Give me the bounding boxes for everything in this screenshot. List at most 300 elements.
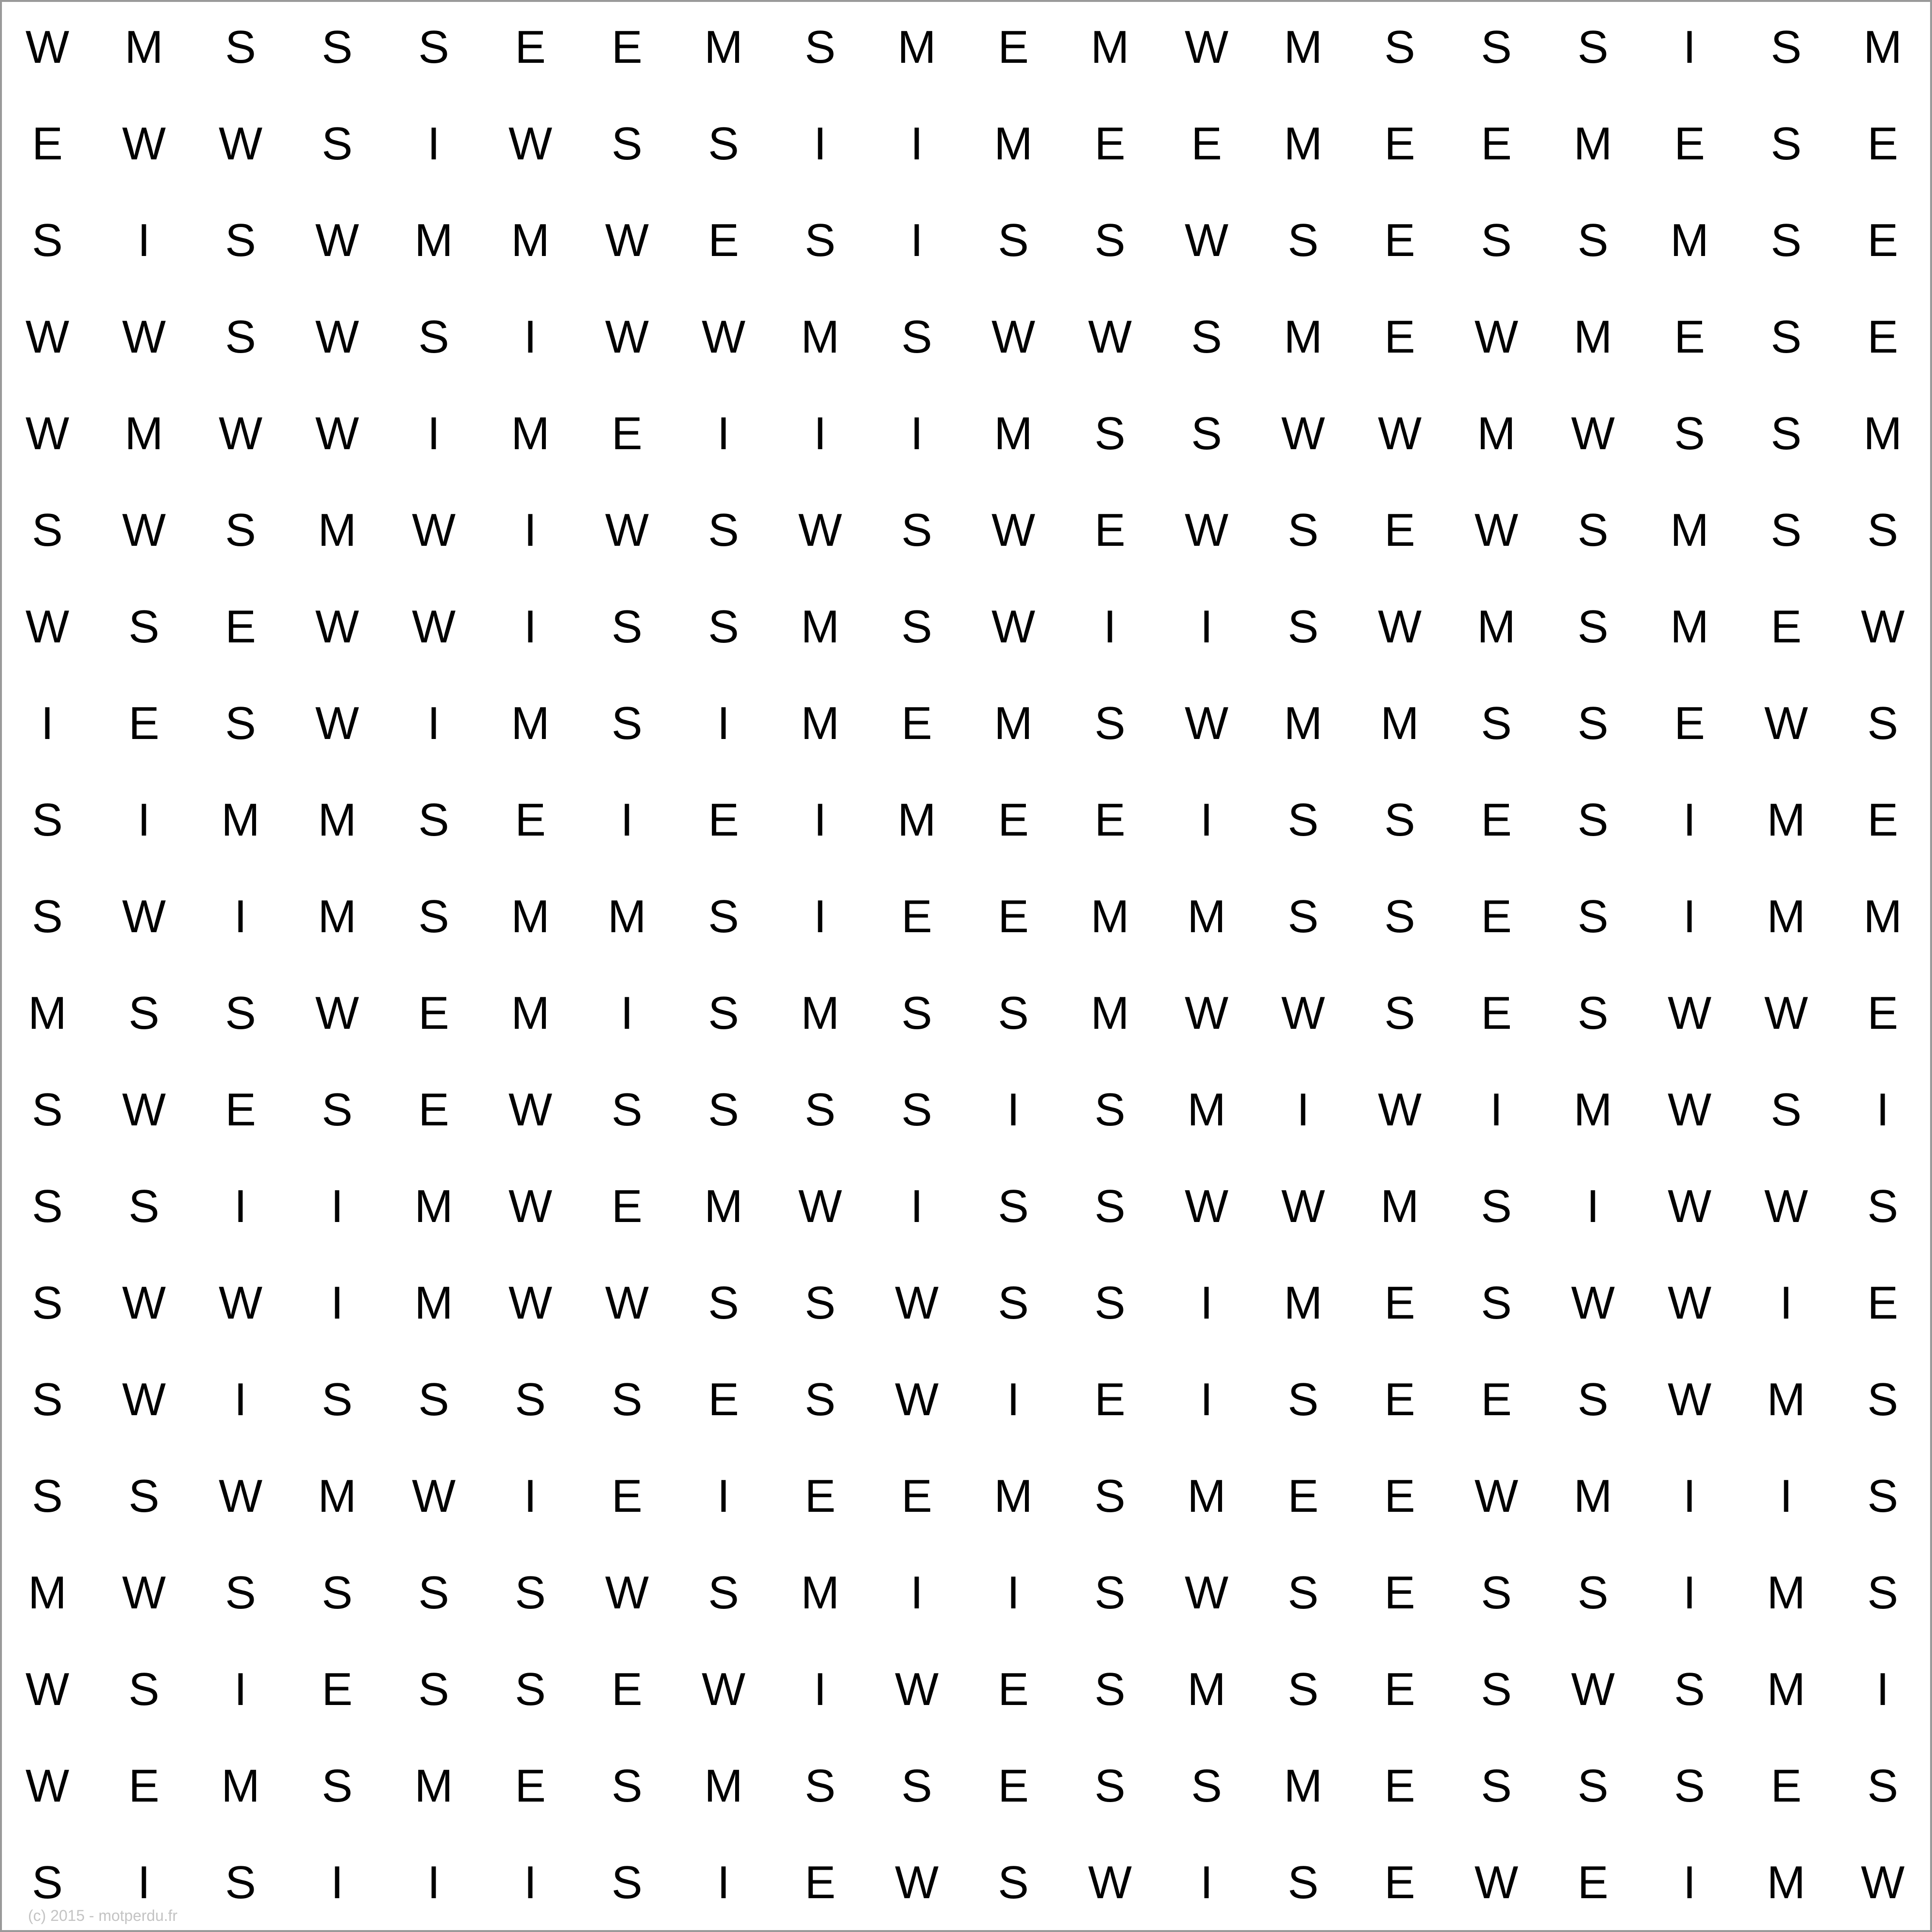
grid-letter[interactable]: M — [1863, 408, 1902, 459]
grid-letter[interactable]: S — [225, 214, 256, 266]
grid-letter[interactable]: W — [1667, 1084, 1712, 1136]
grid-letter[interactable]: E — [128, 697, 160, 749]
grid-letter[interactable]: S — [1480, 697, 1512, 749]
grid-letter[interactable]: I — [524, 504, 537, 556]
grid-letter[interactable]: S — [128, 1180, 160, 1232]
grid-letter[interactable]: E — [1384, 118, 1416, 170]
grid-letter[interactable]: E — [1094, 118, 1126, 170]
grid-letter[interactable]: W — [1764, 697, 1808, 749]
grid-letter[interactable]: S — [225, 987, 256, 1039]
grid-letter[interactable]: W — [1088, 311, 1132, 363]
grid-letter[interactable]: E — [1384, 1760, 1416, 1812]
grid-letter[interactable]: I — [910, 408, 923, 459]
grid-letter[interactable]: E — [997, 21, 1029, 73]
grid-letter[interactable]: I — [717, 1857, 730, 1908]
grid-letter[interactable]: S — [1287, 1857, 1319, 1908]
grid-letter[interactable]: W — [1184, 987, 1229, 1039]
grid-letter[interactable]: W — [412, 1470, 456, 1522]
grid-letter[interactable]: M — [1574, 1084, 1612, 1136]
grid-letter[interactable]: M — [1284, 311, 1322, 363]
grid-letter[interactable]: S — [514, 1663, 546, 1715]
grid-letter[interactable]: S — [1674, 1663, 1705, 1715]
grid-letter[interactable]: W — [1667, 1277, 1712, 1329]
grid-letter[interactable]: I — [910, 214, 923, 266]
grid-letter[interactable]: E — [1480, 794, 1512, 846]
grid-letter[interactable]: M — [1284, 118, 1322, 170]
grid-letter[interactable]: I — [1683, 1470, 1696, 1522]
grid-letter[interactable]: S — [1094, 214, 1126, 266]
grid-letter[interactable]: S — [1577, 891, 1609, 942]
grid-letter[interactable]: M — [511, 408, 550, 459]
grid-letter[interactable]: S — [1770, 408, 1802, 459]
grid-letter[interactable]: I — [717, 1470, 730, 1522]
grid-letter[interactable]: W — [122, 891, 166, 942]
grid-letter[interactable]: W — [1184, 1567, 1229, 1619]
grid-letter[interactable]: S — [1191, 1760, 1222, 1812]
grid-letter[interactable]: W — [1474, 1857, 1519, 1908]
grid-letter[interactable]: E — [1867, 311, 1899, 363]
grid-letter[interactable]: I — [1200, 601, 1213, 653]
grid-letter[interactable]: E — [418, 987, 450, 1039]
grid-letter[interactable]: S — [418, 794, 450, 846]
grid-letter[interactable]: S — [1480, 21, 1512, 73]
grid-letter[interactable]: S — [31, 1180, 63, 1232]
grid-letter[interactable]: S — [1770, 311, 1802, 363]
grid-letter[interactable]: I — [910, 1180, 923, 1232]
grid-letter[interactable]: E — [997, 891, 1029, 942]
grid-letter[interactable]: I — [1683, 891, 1696, 942]
grid-letter[interactable]: S — [321, 1567, 353, 1619]
grid-letter[interactable]: S — [1094, 1277, 1126, 1329]
grid-letter[interactable]: M — [1187, 1470, 1226, 1522]
grid-letter[interactable]: S — [1094, 1760, 1126, 1812]
grid-letter[interactable]: E — [1384, 1567, 1416, 1619]
grid-letter[interactable]: W — [218, 118, 263, 170]
grid-letter[interactable]: E — [1674, 311, 1705, 363]
grid-letter[interactable]: E — [1384, 1470, 1416, 1522]
grid-letter[interactable]: E — [1480, 118, 1512, 170]
grid-letter[interactable]: W — [412, 601, 456, 653]
grid-letter[interactable]: S — [804, 1277, 836, 1329]
grid-letter[interactable]: S — [1577, 1567, 1609, 1619]
grid-letter[interactable]: M — [318, 891, 356, 942]
grid-letter[interactable]: W — [1474, 1470, 1519, 1522]
grid-letter[interactable]: S — [997, 1857, 1029, 1908]
grid-letter[interactable]: S — [708, 118, 739, 170]
grid-letter[interactable]: S — [321, 1374, 353, 1425]
grid-letter[interactable]: W — [315, 311, 359, 363]
grid-letter[interactable]: S — [1577, 504, 1609, 556]
grid-letter[interactable]: S — [804, 1374, 836, 1425]
grid-letter[interactable]: S — [1867, 697, 1899, 749]
grid-letter[interactable]: M — [1767, 891, 1805, 942]
grid-letter[interactable]: W — [122, 1084, 166, 1136]
grid-letter[interactable]: W — [895, 1277, 939, 1329]
grid-letter[interactable]: E — [901, 891, 933, 942]
grid-letter[interactable]: S — [31, 504, 63, 556]
grid-letter[interactable]: E — [1191, 118, 1222, 170]
grid-letter[interactable]: I — [1683, 794, 1696, 846]
grid-letter[interactable]: E — [1094, 794, 1126, 846]
grid-letter[interactable]: W — [218, 1470, 263, 1522]
grid-letter[interactable]: S — [225, 311, 256, 363]
grid-letter[interactable]: M — [1477, 408, 1516, 459]
grid-letter[interactable]: E — [804, 1470, 836, 1522]
grid-letter[interactable]: M — [994, 1470, 1033, 1522]
grid-letter[interactable]: W — [1571, 1277, 1615, 1329]
grid-letter[interactable]: I — [427, 1857, 440, 1908]
grid-letter[interactable]: M — [1863, 891, 1902, 942]
grid-letter[interactable]: W — [1667, 1374, 1712, 1425]
grid-letter[interactable]: W — [605, 1567, 649, 1619]
grid-letter[interactable]: S — [418, 891, 450, 942]
grid-letter[interactable]: S — [1577, 987, 1609, 1039]
grid-letter[interactable]: W — [1184, 214, 1229, 266]
grid-letter[interactable]: S — [31, 1084, 63, 1136]
grid-letter[interactable]: M — [801, 311, 839, 363]
grid-letter[interactable]: E — [1094, 1374, 1126, 1425]
grid-letter[interactable]: W — [1667, 1180, 1712, 1232]
grid-letter[interactable]: W — [122, 311, 166, 363]
grid-letter[interactable]: S — [1384, 987, 1416, 1039]
grid-letter[interactable]: W — [1378, 1084, 1422, 1136]
grid-letter[interactable]: M — [1187, 1663, 1226, 1715]
grid-letter[interactable]: E — [1867, 214, 1899, 266]
grid-letter[interactable]: W — [218, 1277, 263, 1329]
grid-letter[interactable]: M — [511, 987, 550, 1039]
grid-letter[interactable]: W — [1764, 987, 1808, 1039]
grid-letter[interactable]: S — [418, 1567, 450, 1619]
grid-letter[interactable]: W — [1378, 601, 1422, 653]
grid-letter[interactable]: S — [804, 1084, 836, 1136]
grid-letter[interactable]: E — [611, 1470, 643, 1522]
grid-letter[interactable]: M — [1091, 987, 1129, 1039]
grid-letter[interactable]: M — [1863, 21, 1902, 73]
grid-letter[interactable]: I — [1586, 1180, 1600, 1232]
grid-letter[interactable]: S — [225, 1567, 256, 1619]
grid-letter[interactable]: I — [1779, 1470, 1793, 1522]
grid-letter[interactable]: W — [508, 1180, 553, 1232]
grid-letter[interactable]: S — [31, 214, 63, 266]
grid-letter[interactable]: I — [717, 408, 730, 459]
grid-letter[interactable]: S — [708, 1084, 739, 1136]
grid-letter[interactable]: M — [1767, 794, 1805, 846]
grid-letter[interactable]: S — [1867, 1374, 1899, 1425]
grid-letter[interactable]: M — [1767, 1567, 1805, 1619]
grid-letter[interactable]: S — [321, 1084, 353, 1136]
grid-letter[interactable]: E — [1384, 1663, 1416, 1715]
grid-letter[interactable]: S — [418, 21, 450, 73]
grid-letter[interactable]: S — [418, 1663, 450, 1715]
grid-letter[interactable]: S — [1480, 1180, 1512, 1232]
grid-letter[interactable]: E — [1867, 1277, 1899, 1329]
grid-letter[interactable]: I — [813, 118, 827, 170]
grid-letter[interactable]: M — [801, 987, 839, 1039]
grid-letter[interactable]: S — [225, 1857, 256, 1908]
grid-letter[interactable]: S — [901, 504, 933, 556]
grid-letter[interactable]: W — [1184, 504, 1229, 556]
grid-letter[interactable]: S — [128, 1470, 160, 1522]
grid-letter[interactable]: W — [605, 311, 649, 363]
grid-letter[interactable]: W — [315, 408, 359, 459]
grid-letter[interactable]: S — [708, 504, 739, 556]
grid-letter[interactable]: M — [1670, 214, 1709, 266]
grid-letter[interactable]: S — [1094, 1084, 1126, 1136]
grid-letter[interactable]: I — [1200, 1374, 1213, 1425]
grid-letter[interactable]: S — [514, 1374, 546, 1425]
grid-letter[interactable]: M — [318, 504, 356, 556]
grid-letter[interactable]: S — [1287, 794, 1319, 846]
grid-letter[interactable]: W — [1571, 408, 1615, 459]
grid-letter[interactable]: E — [901, 697, 933, 749]
grid-letter[interactable]: S — [997, 1180, 1029, 1232]
grid-letter[interactable]: W — [1861, 601, 1905, 653]
grid-letter[interactable]: S — [1770, 504, 1802, 556]
grid-letter[interactable]: E — [611, 1180, 643, 1232]
grid-letter[interactable]: S — [611, 1374, 643, 1425]
grid-letter[interactable]: S — [997, 987, 1029, 1039]
grid-letter[interactable]: W — [701, 1663, 746, 1715]
grid-letter[interactable]: M — [1574, 311, 1612, 363]
grid-letter[interactable]: W — [991, 311, 1036, 363]
grid-letter[interactable]: W — [605, 1277, 649, 1329]
grid-letter[interactable]: E — [1384, 1277, 1416, 1329]
grid-letter[interactable]: S — [1577, 214, 1609, 266]
grid-letter[interactable]: E — [708, 1374, 739, 1425]
grid-letter[interactable]: M — [1187, 1084, 1226, 1136]
grid-letter[interactable]: M — [801, 1567, 839, 1619]
grid-letter[interactable]: S — [1867, 1567, 1899, 1619]
grid-letter[interactable]: S — [1287, 1374, 1319, 1425]
grid-letter[interactable]: S — [1480, 1760, 1512, 1812]
grid-letter[interactable]: W — [315, 697, 359, 749]
grid-letter[interactable]: S — [1770, 21, 1802, 73]
grid-letter[interactable]: S — [708, 891, 739, 942]
grid-letter[interactable]: M — [801, 601, 839, 653]
grid-letter[interactable]: I — [330, 1180, 344, 1232]
grid-letter[interactable]: S — [1094, 1663, 1126, 1715]
grid-letter[interactable]: S — [1191, 311, 1222, 363]
grid-letter[interactable]: E — [1384, 504, 1416, 556]
grid-letter[interactable]: I — [717, 697, 730, 749]
grid-letter[interactable]: I — [620, 794, 634, 846]
grid-letter[interactable]: S — [128, 987, 160, 1039]
grid-letter[interactable]: E — [1480, 1374, 1512, 1425]
grid-letter[interactable]: I — [524, 1470, 537, 1522]
grid-letter[interactable]: M — [704, 1760, 743, 1812]
grid-letter[interactable]: S — [997, 1277, 1029, 1329]
grid-letter[interactable]: S — [418, 311, 450, 363]
grid-letter[interactable]: I — [234, 1663, 247, 1715]
grid-letter[interactable]: S — [1577, 21, 1609, 73]
grid-letter[interactable]: M — [511, 214, 550, 266]
grid-letter[interactable]: M — [1284, 697, 1322, 749]
grid-letter[interactable]: M — [414, 214, 453, 266]
grid-letter[interactable]: I — [427, 408, 440, 459]
grid-letter[interactable]: I — [1007, 1567, 1020, 1619]
grid-letter[interactable]: I — [1683, 1567, 1696, 1619]
grid-letter[interactable]: S — [1094, 1470, 1126, 1522]
grid-letter[interactable]: S — [514, 1567, 546, 1619]
grid-letter[interactable]: S — [1094, 697, 1126, 749]
grid-letter[interactable]: M — [1767, 1663, 1805, 1715]
grid-letter[interactable]: S — [1867, 1180, 1899, 1232]
grid-letter[interactable]: I — [813, 408, 827, 459]
grid-letter[interactable]: W — [218, 408, 263, 459]
grid-letter[interactable]: W — [508, 118, 553, 170]
grid-letter[interactable]: S — [804, 21, 836, 73]
grid-letter[interactable]: S — [31, 891, 63, 942]
grid-letter[interactable]: S — [1287, 1567, 1319, 1619]
grid-letter[interactable]: S — [225, 697, 256, 749]
grid-letter[interactable]: S — [611, 697, 643, 749]
grid-letter[interactable]: W — [895, 1663, 939, 1715]
grid-letter[interactable]: I — [1007, 1084, 1020, 1136]
grid-letter[interactable]: I — [1683, 1857, 1696, 1908]
grid-letter[interactable]: E — [1480, 987, 1512, 1039]
grid-letter[interactable]: W — [25, 1663, 70, 1715]
grid-letter[interactable]: I — [137, 794, 151, 846]
grid-letter[interactable]: E — [804, 1857, 836, 1908]
grid-letter[interactable]: E — [1384, 1857, 1416, 1908]
grid-letter[interactable]: S — [1577, 601, 1609, 653]
grid-letter[interactable]: I — [137, 1857, 151, 1908]
grid-letter[interactable]: M — [704, 1180, 743, 1232]
grid-letter[interactable]: S — [1094, 408, 1126, 459]
grid-letter[interactable]: E — [514, 1760, 546, 1812]
grid-letter[interactable]: S — [31, 1470, 63, 1522]
grid-letter[interactable]: S — [321, 1760, 353, 1812]
grid-letter[interactable]: M — [1380, 697, 1419, 749]
grid-letter[interactable]: W — [412, 504, 456, 556]
grid-letter[interactable]: S — [1577, 1760, 1609, 1812]
grid-letter[interactable]: W — [1667, 987, 1712, 1039]
grid-letter[interactable]: W — [25, 1760, 70, 1812]
grid-letter[interactable]: S — [1094, 1180, 1126, 1232]
grid-letter[interactable]: S — [1577, 1374, 1609, 1425]
grid-letter[interactable]: S — [1480, 1277, 1512, 1329]
grid-letter[interactable]: I — [620, 987, 634, 1039]
grid-letter[interactable]: W — [1764, 1180, 1808, 1232]
grid-letter[interactable]: E — [611, 408, 643, 459]
grid-letter[interactable]: I — [234, 891, 247, 942]
grid-letter[interactable]: W — [1378, 408, 1422, 459]
grid-letter[interactable]: W — [798, 1180, 842, 1232]
grid-letter[interactable]: S — [1867, 504, 1899, 556]
grid-letter[interactable]: W — [1281, 1180, 1325, 1232]
grid-letter[interactable]: E — [1674, 118, 1705, 170]
grid-letter[interactable]: I — [1779, 1277, 1793, 1329]
grid-letter[interactable]: S — [31, 794, 63, 846]
grid-letter[interactable]: E — [708, 214, 739, 266]
grid-letter[interactable]: S — [1770, 118, 1802, 170]
grid-letter[interactable]: S — [1480, 1663, 1512, 1715]
grid-letter[interactable]: W — [25, 21, 70, 73]
grid-letter[interactable]: M — [1284, 1277, 1322, 1329]
grid-letter[interactable]: S — [1577, 697, 1609, 749]
grid-letter[interactable]: S — [901, 1760, 933, 1812]
grid-letter[interactable]: E — [1384, 1374, 1416, 1425]
grid-letter[interactable]: E — [321, 1663, 353, 1715]
grid-letter[interactable]: E — [128, 1760, 160, 1812]
grid-letter[interactable]: E — [1770, 601, 1802, 653]
grid-letter[interactable]: E — [997, 1663, 1029, 1715]
grid-letter[interactable]: S — [418, 1374, 450, 1425]
grid-letter[interactable]: I — [524, 601, 537, 653]
grid-letter[interactable]: E — [1770, 1760, 1802, 1812]
grid-letter[interactable]: M — [318, 1470, 356, 1522]
grid-letter[interactable]: S — [128, 601, 160, 653]
grid-letter[interactable]: M — [1284, 1760, 1322, 1812]
grid-letter[interactable]: M — [125, 21, 163, 73]
grid-letter[interactable]: S — [31, 1857, 63, 1908]
grid-letter[interactable]: S — [321, 21, 353, 73]
grid-letter[interactable]: E — [1287, 1470, 1319, 1522]
grid-letter[interactable]: W — [315, 601, 359, 653]
grid-letter[interactable]: M — [125, 408, 163, 459]
grid-letter[interactable]: E — [514, 794, 546, 846]
grid-letter[interactable]: M — [994, 118, 1033, 170]
grid-letter[interactable]: E — [31, 118, 63, 170]
grid-letter[interactable]: I — [1876, 1084, 1889, 1136]
grid-letter[interactable]: M — [1767, 1374, 1805, 1425]
grid-letter[interactable]: W — [1281, 408, 1325, 459]
grid-letter[interactable]: S — [611, 1760, 643, 1812]
grid-letter[interactable]: M — [1380, 1180, 1419, 1232]
grid-letter[interactable]: I — [234, 1374, 247, 1425]
grid-letter[interactable]: S — [1674, 408, 1705, 459]
grid-letter[interactable]: S — [1770, 214, 1802, 266]
grid-letter[interactable]: M — [704, 21, 743, 73]
grid-letter[interactable]: I — [427, 118, 440, 170]
grid-letter[interactable]: M — [318, 794, 356, 846]
grid-letter[interactable]: I — [1296, 1084, 1310, 1136]
grid-letter[interactable]: I — [910, 118, 923, 170]
grid-letter[interactable]: S — [708, 987, 739, 1039]
grid-letter[interactable]: E — [225, 1084, 256, 1136]
grid-letter[interactable]: I — [137, 214, 151, 266]
grid-letter[interactable]: E — [1094, 504, 1126, 556]
grid-letter[interactable]: I — [813, 1663, 827, 1715]
grid-letter[interactable]: M — [897, 21, 936, 73]
grid-letter[interactable]: M — [221, 1760, 260, 1812]
grid-letter[interactable]: I — [1200, 794, 1213, 846]
grid-letter[interactable]: I — [910, 1567, 923, 1619]
grid-letter[interactable]: S — [901, 311, 933, 363]
grid-letter[interactable]: W — [25, 311, 70, 363]
grid-letter[interactable]: S — [708, 1567, 739, 1619]
grid-letter[interactable]: W — [1088, 1857, 1132, 1908]
grid-letter[interactable]: E — [708, 794, 739, 846]
grid-letter[interactable]: S — [225, 21, 256, 73]
grid-letter[interactable]: I — [1200, 1857, 1213, 1908]
grid-letter[interactable]: M — [414, 1760, 453, 1812]
grid-letter[interactable]: W — [1861, 1857, 1905, 1908]
grid-letter[interactable]: S — [1480, 214, 1512, 266]
grid-letter[interactable]: M — [801, 697, 839, 749]
grid-letter[interactable]: I — [330, 1277, 344, 1329]
grid-letter[interactable]: M — [1187, 891, 1226, 942]
grid-letter[interactable]: E — [1674, 697, 1705, 749]
grid-letter[interactable]: W — [315, 987, 359, 1039]
grid-letter[interactable]: S — [321, 118, 353, 170]
grid-letter[interactable]: I — [1490, 1084, 1503, 1136]
grid-letter[interactable]: M — [1091, 21, 1129, 73]
grid-letter[interactable]: M — [1670, 504, 1709, 556]
grid-letter[interactable]: E — [1867, 118, 1899, 170]
grid-letter[interactable]: I — [234, 1180, 247, 1232]
grid-letter[interactable]: M — [1767, 1857, 1805, 1908]
